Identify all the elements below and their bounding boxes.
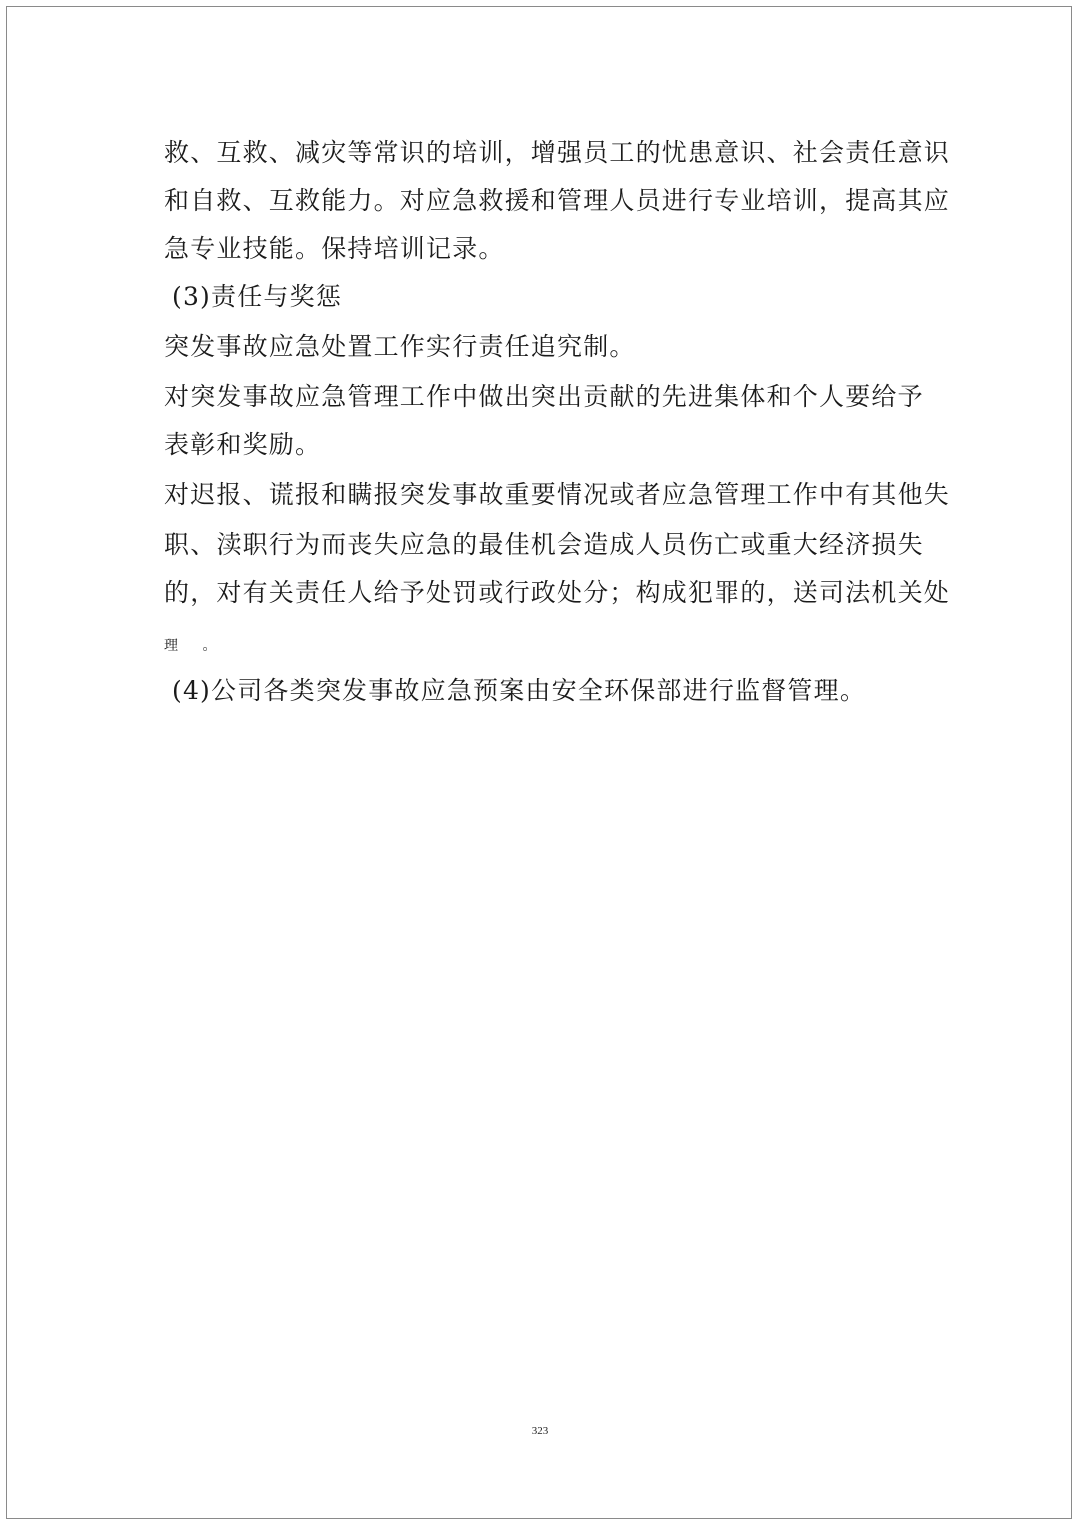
paragraph-line: 的，对有关责任人给予处罚或行政处分；构成犯罪的，送司法机关处 bbox=[164, 578, 951, 607]
paragraph-line: 对迟报、谎报和瞒报突发事故重要情况或者应急管理工作中有其他失 bbox=[164, 480, 951, 509]
paragraph-line: 理 。 bbox=[164, 638, 227, 654]
paragraph-line: 和自救、互救能力。对应急救援和管理人员进行专业培训，提高其应 bbox=[164, 186, 951, 215]
paragraph-line: 救、互救、减灾等常识的培训，增强员工的忧患意识、社会责任意识 bbox=[164, 138, 951, 167]
paragraph-line: 表彰和奖励。 bbox=[164, 430, 322, 459]
section-heading: (3)责任与奖惩 bbox=[172, 282, 343, 311]
paragraph-line: 职、渎职行为而丧失应急的最佳机会造成人员伤亡或重大经济损失 bbox=[164, 530, 924, 559]
section-heading: (4)公司各类突发事故应急预案由安全环保部进行监督管理。 bbox=[172, 676, 867, 705]
paragraph-line: 急专业技能。保持培训记录。 bbox=[164, 234, 505, 263]
page-number: 323 bbox=[531, 1425, 549, 1437]
paragraph-line: 突发事故应急处置工作实行责任追究制。 bbox=[164, 332, 636, 361]
paragraph-line: 对突发事故应急管理工作中做出突出贡献的先进集体和个人要给予 bbox=[164, 382, 924, 411]
